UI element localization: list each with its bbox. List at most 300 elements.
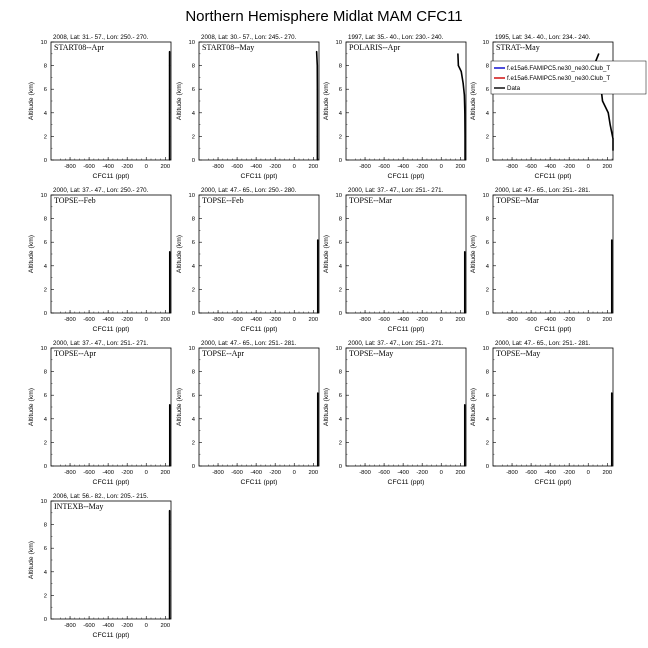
x-tick-label: -800 (212, 317, 224, 323)
panel-label: TOPSE--May (496, 349, 541, 358)
y-axis-label: Altitude (km) (323, 81, 330, 121)
data-point (464, 465, 465, 466)
y-tick-label: 2 (485, 440, 489, 447)
data-point (611, 312, 612, 313)
x-tick-label: -200 (121, 623, 133, 629)
plot-frame (51, 195, 171, 313)
data-point (611, 465, 612, 466)
x-axis-label: CFC11 (ppt) (92, 326, 130, 333)
panel-header: 2008, Lat: 30.- 57., Lon: 245.- 270. (201, 34, 297, 41)
x-tick-label: -400 (250, 470, 262, 476)
data-point (317, 265, 318, 266)
y-tick-label: 4 (338, 110, 342, 117)
data-point (169, 548, 170, 549)
panel-label: POLARIS--Apr (349, 43, 401, 52)
data-point (608, 112, 609, 113)
data-point (169, 136, 170, 137)
x-tick-label: 200 (455, 164, 466, 170)
y-tick-label: 6 (191, 87, 195, 94)
x-tick-label: -200 (416, 164, 428, 170)
x-tick-label: 0 (292, 470, 296, 476)
x-tick-label: 0 (292, 164, 296, 170)
y-tick-label: 4 (43, 416, 47, 423)
data-point (317, 112, 318, 113)
x-tick-label: 200 (602, 317, 613, 323)
x-tick-label: -800 (64, 164, 76, 170)
x-tick-label: -600 (525, 164, 537, 170)
x-tick-label: -400 (397, 164, 409, 170)
x-tick-label: -600 (525, 317, 537, 323)
y-tick-label: 8 (338, 369, 342, 376)
x-tick-label: -800 (64, 317, 76, 323)
chart-panel-6 (176, 187, 319, 333)
x-axis-label: CFC11 (ppt) (240, 173, 278, 180)
y-tick-label: 2 (485, 287, 489, 294)
y-tick-label: 10 (482, 40, 489, 46)
y-tick-label: 8 (191, 369, 195, 376)
x-tick-label: -800 (359, 164, 371, 170)
y-tick-label: 0 (485, 464, 489, 470)
x-tick-label: -600 (83, 623, 95, 629)
panel-label: TOPSE--May (349, 349, 394, 358)
data-point (464, 289, 465, 290)
plot-frame (51, 501, 171, 619)
x-axis-label: CFC11 (ppt) (534, 173, 572, 180)
y-axis-label: Altitude (km) (176, 81, 183, 121)
y-tick-label: 4 (485, 416, 489, 423)
data-line (317, 51, 318, 160)
data-point (169, 251, 170, 252)
data-point (602, 100, 603, 101)
plot-frame (493, 195, 613, 313)
panel-label: STRAT--May (496, 43, 540, 52)
y-tick-label: 10 (40, 40, 47, 46)
y-tick-label: 4 (43, 263, 47, 270)
y-tick-label: 6 (485, 393, 489, 400)
x-tick-label: -400 (102, 317, 114, 323)
y-tick-label: 0 (43, 464, 47, 470)
x-tick-label: -200 (563, 164, 575, 170)
y-tick-label: 10 (482, 193, 489, 199)
data-point (169, 618, 170, 619)
x-tick-label: -600 (83, 164, 95, 170)
x-tick-label: -800 (506, 164, 518, 170)
panel-header: 2000, Lat: 37.- 47., Lon: 251.- 271. (53, 340, 149, 347)
y-tick-label: 6 (43, 87, 47, 94)
data-point (611, 442, 612, 443)
x-tick-label: -600 (231, 317, 243, 323)
y-tick-label: 4 (43, 110, 47, 117)
y-axis-label: Altitude (km) (470, 234, 477, 274)
data-point (169, 265, 170, 266)
data-point (611, 289, 612, 290)
y-tick-label: 8 (485, 216, 489, 223)
chart-panel-2 (176, 34, 319, 180)
y-tick-label: 0 (191, 464, 195, 470)
page-title: Northern Hemisphere Midlat MAM CFC11 (185, 8, 463, 25)
y-tick-label: 6 (338, 240, 342, 247)
x-tick-label: 200 (455, 470, 466, 476)
data-point (464, 442, 465, 443)
data-point (464, 404, 465, 405)
x-tick-label: 200 (160, 317, 171, 323)
y-tick-label: 2 (485, 134, 489, 141)
x-tick-label: -800 (506, 470, 518, 476)
x-tick-label: 0 (144, 317, 148, 323)
panel-header: 2000, Lat: 47.- 65., Lon: 251.- 281. (495, 187, 591, 194)
y-tick-label: 8 (338, 63, 342, 70)
x-tick-label: 0 (292, 317, 296, 323)
y-axis-label: Altitude (km) (323, 387, 330, 427)
data-point (169, 51, 170, 52)
x-tick-label: -200 (121, 164, 133, 170)
x-tick-label: -400 (544, 317, 556, 323)
x-tick-label: -400 (397, 317, 409, 323)
x-tick-label: -400 (544, 164, 556, 170)
data-point (464, 418, 465, 419)
x-tick-label: 0 (586, 164, 590, 170)
x-tick-label: 0 (144, 623, 148, 629)
data-point (598, 53, 599, 54)
panel-header: 2000, Lat: 47.- 65., Lon: 250.- 280. (201, 187, 297, 194)
x-tick-label: 200 (308, 164, 319, 170)
x-tick-label: -200 (269, 317, 281, 323)
y-tick-label: 2 (191, 134, 195, 141)
legend-label: Data (507, 85, 521, 92)
y-tick-label: 4 (338, 416, 342, 423)
panel-label: TOPSE--Apr (202, 349, 245, 358)
x-tick-label: -800 (64, 623, 76, 629)
x-tick-label: -600 (231, 164, 243, 170)
legend-label: f.e15a6.FAMIPC5.ne30_ne30.Club_T (507, 65, 611, 72)
x-tick-label: -600 (378, 470, 390, 476)
x-tick-label: 0 (439, 164, 443, 170)
x-tick-label: -400 (102, 623, 114, 629)
y-tick-label: 6 (191, 393, 195, 400)
x-axis-label: CFC11 (ppt) (387, 173, 425, 180)
plot-frame (346, 195, 466, 313)
chart-panel-1 (28, 34, 171, 180)
x-tick-label: -200 (269, 470, 281, 476)
data-point (316, 51, 317, 52)
panel-label: TOPSE--Feb (202, 196, 244, 205)
data-point (169, 404, 170, 405)
x-tick-label: -600 (525, 470, 537, 476)
y-tick-label: 10 (335, 346, 342, 352)
data-point (169, 524, 170, 525)
panel-header: 2000, Lat: 37.- 47., Lon: 250.- 270. (53, 187, 149, 194)
y-tick-label: 6 (43, 240, 47, 247)
y-tick-label: 2 (43, 593, 47, 600)
x-tick-label: -400 (544, 470, 556, 476)
panel-label: TOPSE--Apr (54, 349, 97, 358)
data-point (317, 442, 318, 443)
data-point (317, 465, 318, 466)
data-point (169, 89, 170, 90)
y-tick-label: 6 (485, 240, 489, 247)
y-tick-label: 6 (43, 393, 47, 400)
panel-label: TOPSE--Feb (54, 196, 96, 205)
data-point (463, 83, 464, 84)
data-point (169, 289, 170, 290)
plot-frame (346, 42, 466, 160)
y-tick-label: 4 (191, 110, 195, 117)
x-axis-label: CFC11 (ppt) (387, 479, 425, 486)
y-axis-label: Altitude (km) (470, 387, 477, 427)
data-point (317, 239, 318, 240)
y-tick-label: 6 (485, 87, 489, 94)
y-tick-label: 10 (482, 346, 489, 352)
data-point (317, 89, 318, 90)
data-point (317, 418, 318, 419)
x-tick-label: 0 (439, 317, 443, 323)
y-axis-label: Altitude (km) (176, 234, 183, 274)
plot-frame (51, 42, 171, 160)
x-tick-label: -400 (102, 470, 114, 476)
chart-panel-13 (28, 493, 171, 639)
y-axis-label: Altitude (km) (28, 387, 35, 427)
y-tick-label: 4 (191, 416, 195, 423)
panel-header: 1997, Lat: 35.- 40., Lon: 230.- 240. (348, 34, 444, 41)
x-axis-label: CFC11 (ppt) (387, 326, 425, 333)
y-tick-label: 0 (485, 311, 489, 317)
x-tick-label: -200 (121, 470, 133, 476)
x-tick-label: -800 (64, 470, 76, 476)
x-axis-label: CFC11 (ppt) (240, 326, 278, 333)
x-tick-label: 200 (308, 317, 319, 323)
x-tick-label: -400 (102, 164, 114, 170)
y-tick-label: 2 (43, 287, 47, 294)
y-tick-label: 8 (43, 63, 47, 70)
plot-frame (51, 348, 171, 466)
data-point (169, 571, 170, 572)
data-point (610, 124, 611, 125)
y-tick-label: 4 (338, 263, 342, 270)
y-tick-label: 8 (485, 63, 489, 70)
panel-header: 2000, Lat: 37.- 47., Lon: 251.- 271. (348, 340, 444, 347)
y-tick-label: 8 (43, 522, 47, 529)
panel-header: 1995, Lat: 34.- 40., Lon: 234.- 240. (495, 34, 591, 41)
data-point (464, 159, 465, 160)
chart-panel-5 (28, 187, 171, 333)
chart-panel-10 (176, 340, 319, 486)
chart-panel-3 (323, 34, 466, 180)
panel-header: 2000, Lat: 47.- 65., Lon: 251.- 281. (201, 340, 297, 347)
data-point (611, 418, 612, 419)
data-point (611, 239, 612, 240)
y-tick-label: 0 (191, 311, 195, 317)
x-tick-label: -800 (212, 164, 224, 170)
data-point (464, 112, 465, 113)
data-point (464, 312, 465, 313)
x-axis-label: CFC11 (ppt) (92, 479, 130, 486)
y-tick-label: 2 (191, 287, 195, 294)
x-tick-label: -600 (83, 470, 95, 476)
y-tick-label: 10 (335, 193, 342, 199)
panel-label: START08--Apr (54, 43, 104, 52)
panel-label: INTEXB--May (54, 502, 104, 511)
data-point (169, 112, 170, 113)
chart-panel-4 (470, 34, 646, 180)
data-point (317, 136, 318, 137)
chart-panel-7 (323, 187, 466, 333)
data-point (461, 71, 462, 72)
x-axis-label: CFC11 (ppt) (92, 173, 130, 180)
y-tick-label: 8 (338, 216, 342, 223)
data-point (612, 150, 613, 151)
x-tick-label: 200 (160, 470, 171, 476)
data-point (169, 465, 170, 466)
x-axis-label: CFC11 (ppt) (92, 632, 130, 639)
data-line (458, 54, 465, 160)
x-tick-label: -200 (416, 470, 428, 476)
x-tick-label: 200 (602, 470, 613, 476)
plot-frame (199, 42, 319, 160)
x-axis-label: CFC11 (ppt) (240, 479, 278, 486)
y-axis-label: Altitude (km) (323, 234, 330, 274)
panel-header: 2008, Lat: 31.- 57., Lon: 250.- 270. (53, 34, 149, 41)
x-tick-label: -200 (563, 470, 575, 476)
y-tick-label: 0 (43, 158, 47, 164)
y-tick-label: 6 (338, 87, 342, 94)
y-tick-label: 8 (191, 216, 195, 223)
y-tick-label: 0 (191, 158, 195, 164)
x-tick-label: -600 (378, 317, 390, 323)
y-tick-label: 2 (43, 134, 47, 141)
y-tick-label: 10 (335, 40, 342, 46)
x-tick-label: -400 (250, 164, 262, 170)
y-axis-label: Altitude (km) (28, 234, 35, 274)
data-point (464, 136, 465, 137)
x-tick-label: -800 (212, 470, 224, 476)
x-tick-label: 200 (455, 317, 466, 323)
data-point (612, 138, 613, 139)
x-axis-label: CFC11 (ppt) (534, 326, 572, 333)
y-tick-label: 8 (485, 369, 489, 376)
y-tick-label: 0 (43, 617, 47, 623)
legend (491, 61, 646, 94)
y-tick-label: 0 (338, 311, 342, 317)
x-tick-label: 200 (160, 164, 171, 170)
y-tick-label: 0 (338, 158, 342, 164)
data-point (317, 392, 318, 393)
y-tick-label: 2 (338, 134, 342, 141)
x-tick-label: -200 (121, 317, 133, 323)
data-point (169, 159, 170, 160)
y-tick-label: 4 (43, 569, 47, 576)
y-axis-label: Altitude (km) (470, 81, 477, 121)
y-tick-label: 2 (191, 440, 195, 447)
y-tick-label: 4 (485, 110, 489, 117)
plot-frame (346, 348, 466, 466)
x-tick-label: 0 (439, 470, 443, 476)
y-tick-label: 10 (40, 499, 47, 505)
y-tick-label: 4 (191, 263, 195, 270)
y-tick-label: 10 (188, 346, 195, 352)
data-point (169, 595, 170, 596)
y-tick-label: 4 (485, 263, 489, 270)
x-tick-label: -800 (359, 317, 371, 323)
panel-header: 2000, Lat: 37.- 47., Lon: 251.- 271. (348, 187, 444, 194)
y-tick-label: 0 (338, 464, 342, 470)
y-tick-label: 10 (40, 193, 47, 199)
x-tick-label: 0 (144, 470, 148, 476)
y-tick-label: 10 (188, 40, 195, 46)
y-tick-label: 6 (191, 240, 195, 247)
x-tick-label: -600 (378, 164, 390, 170)
x-tick-label: -400 (250, 317, 262, 323)
panel-header: 2000, Lat: 47.- 65., Lon: 251.- 281. (495, 340, 591, 347)
chart-panel-12 (470, 340, 613, 486)
y-tick-label: 8 (43, 216, 47, 223)
data-point (317, 159, 318, 160)
x-tick-label: 0 (144, 164, 148, 170)
data-point (464, 95, 465, 96)
data-point (169, 442, 170, 443)
data-point (464, 265, 465, 266)
data-point (457, 53, 458, 54)
data-point (169, 312, 170, 313)
chart-panel-11 (323, 340, 466, 486)
y-tick-label: 8 (43, 369, 47, 376)
plot-frame (199, 195, 319, 313)
y-tick-label: 2 (338, 440, 342, 447)
data-point (169, 65, 170, 66)
y-tick-label: 0 (43, 311, 47, 317)
x-tick-label: -800 (506, 317, 518, 323)
x-tick-label: -600 (231, 470, 243, 476)
y-tick-label: 10 (188, 193, 195, 199)
y-axis-label: Altitude (km) (28, 81, 35, 121)
panel-label: START08--May (202, 43, 255, 52)
x-tick-label: -200 (416, 317, 428, 323)
data-point (611, 265, 612, 266)
data-point (464, 251, 465, 252)
chart-panel-9 (28, 340, 171, 486)
data-point (317, 65, 318, 66)
data-point (317, 289, 318, 290)
panel-label: TOPSE--Mar (496, 196, 539, 205)
chart-panel-8 (470, 187, 613, 333)
y-axis-label: Altitude (km) (176, 387, 183, 427)
x-tick-label: -600 (83, 317, 95, 323)
legend-label: f.e15a6.FAMIPC5.ne30_ne30.Club_T (507, 75, 611, 82)
plot-frame (493, 42, 613, 160)
y-tick-label: 6 (338, 393, 342, 400)
y-tick-label: 2 (43, 440, 47, 447)
x-axis-label: CFC11 (ppt) (534, 479, 572, 486)
x-tick-label: -400 (397, 470, 409, 476)
plot-frame (199, 348, 319, 466)
y-axis-label: Altitude (km) (28, 540, 35, 580)
x-tick-label: 0 (586, 470, 590, 476)
plot-frame (493, 348, 613, 466)
panel-header: 2006, Lat: 56.- 82., Lon: 205.- 215. (53, 493, 149, 500)
x-tick-label: 200 (602, 164, 613, 170)
x-tick-label: 0 (586, 317, 590, 323)
data-point (458, 65, 459, 66)
x-tick-label: 200 (308, 470, 319, 476)
data-point (169, 418, 170, 419)
panel-label: TOPSE--Mar (349, 196, 392, 205)
data-point (611, 392, 612, 393)
data-point (169, 510, 170, 511)
y-tick-label: 8 (191, 63, 195, 70)
data-point (317, 312, 318, 313)
x-tick-label: -200 (563, 317, 575, 323)
y-tick-label: 0 (485, 158, 489, 164)
y-tick-label: 10 (40, 346, 47, 352)
